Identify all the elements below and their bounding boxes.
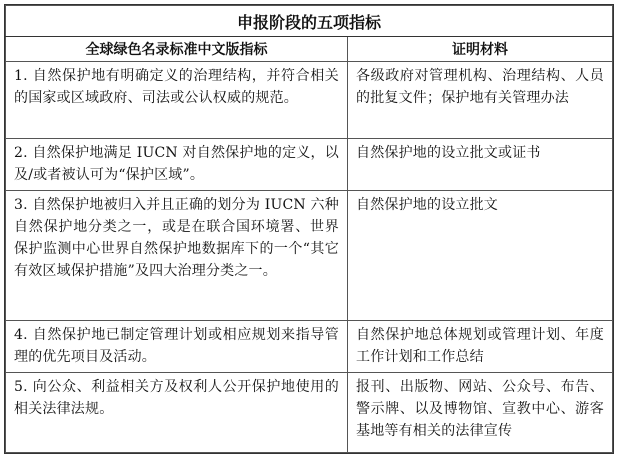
table-row: [6, 139, 613, 191]
indicator-cell: [6, 139, 348, 191]
table-title: 申报阶段的五项指标: [6, 6, 613, 37]
table-header-row: [6, 37, 613, 62]
indicator-table: [5, 5, 613, 453]
table-title-row: [6, 6, 613, 37]
indicator-text: 3. 自然保护地被归入并且正确的划分为 IUCN 六种自然保护地分类之一，或是在联合国环境署、世界保护监测中心世界自然保护地数据库下的一个“其它有效区域保护措施”及四大治理分类之一。: [14, 197, 339, 279]
evidence-cell: [348, 321, 613, 373]
indicator-text: 5. 向公众、利益相关方及权利人公开保护地使用的相关法律法规。: [14, 379, 339, 417]
indicator-table-frame: [4, 4, 614, 454]
table-row: [6, 62, 613, 139]
table-row: [6, 373, 613, 453]
evidence-cell: [348, 139, 613, 191]
column-header-evidence: 证明材料: [348, 37, 613, 62]
indicator-cell: [6, 62, 348, 139]
evidence-text: 自然保护地总体规划或管理计划、年度工作计划和工作总结: [356, 327, 604, 365]
evidence-text: 自然保护地的设立批文或证书: [356, 145, 541, 161]
indicator-cell: [6, 191, 348, 321]
evidence-text: 各级政府对管理机构、治理结构、人员的批复文件；保护地有关管理办法: [356, 68, 604, 106]
indicator-cell: [6, 321, 348, 373]
indicator-text: 1. 自然保护地有明确定义的治理结构，并符合相关的国家或区域政府、司法或公认权威的规范。: [14, 68, 339, 106]
column-header-indicator: 全球绿色名录标准中文版指标: [6, 37, 348, 62]
table-row: [6, 321, 613, 373]
evidence-text: 自然保护地的设立批文: [356, 197, 498, 213]
indicator-text: 4. 自然保护地已制定管理计划或相应规划来指导管理的优先项目及活动。: [14, 327, 339, 365]
table-row: [6, 191, 613, 321]
evidence-text: 报刊、出版物、网站、公众号、布告、警示牌、以及博物馆、宣教中心、游客基地等有相关的法律宣传: [356, 379, 604, 439]
indicator-cell: [6, 373, 348, 453]
evidence-cell: [348, 62, 613, 139]
evidence-cell: [348, 373, 613, 453]
indicator-text: 2. 自然保护地满足 IUCN 对自然保护地的定义，以及/或者被认可为“保护区域”。: [14, 145, 339, 183]
evidence-cell: [348, 191, 613, 321]
